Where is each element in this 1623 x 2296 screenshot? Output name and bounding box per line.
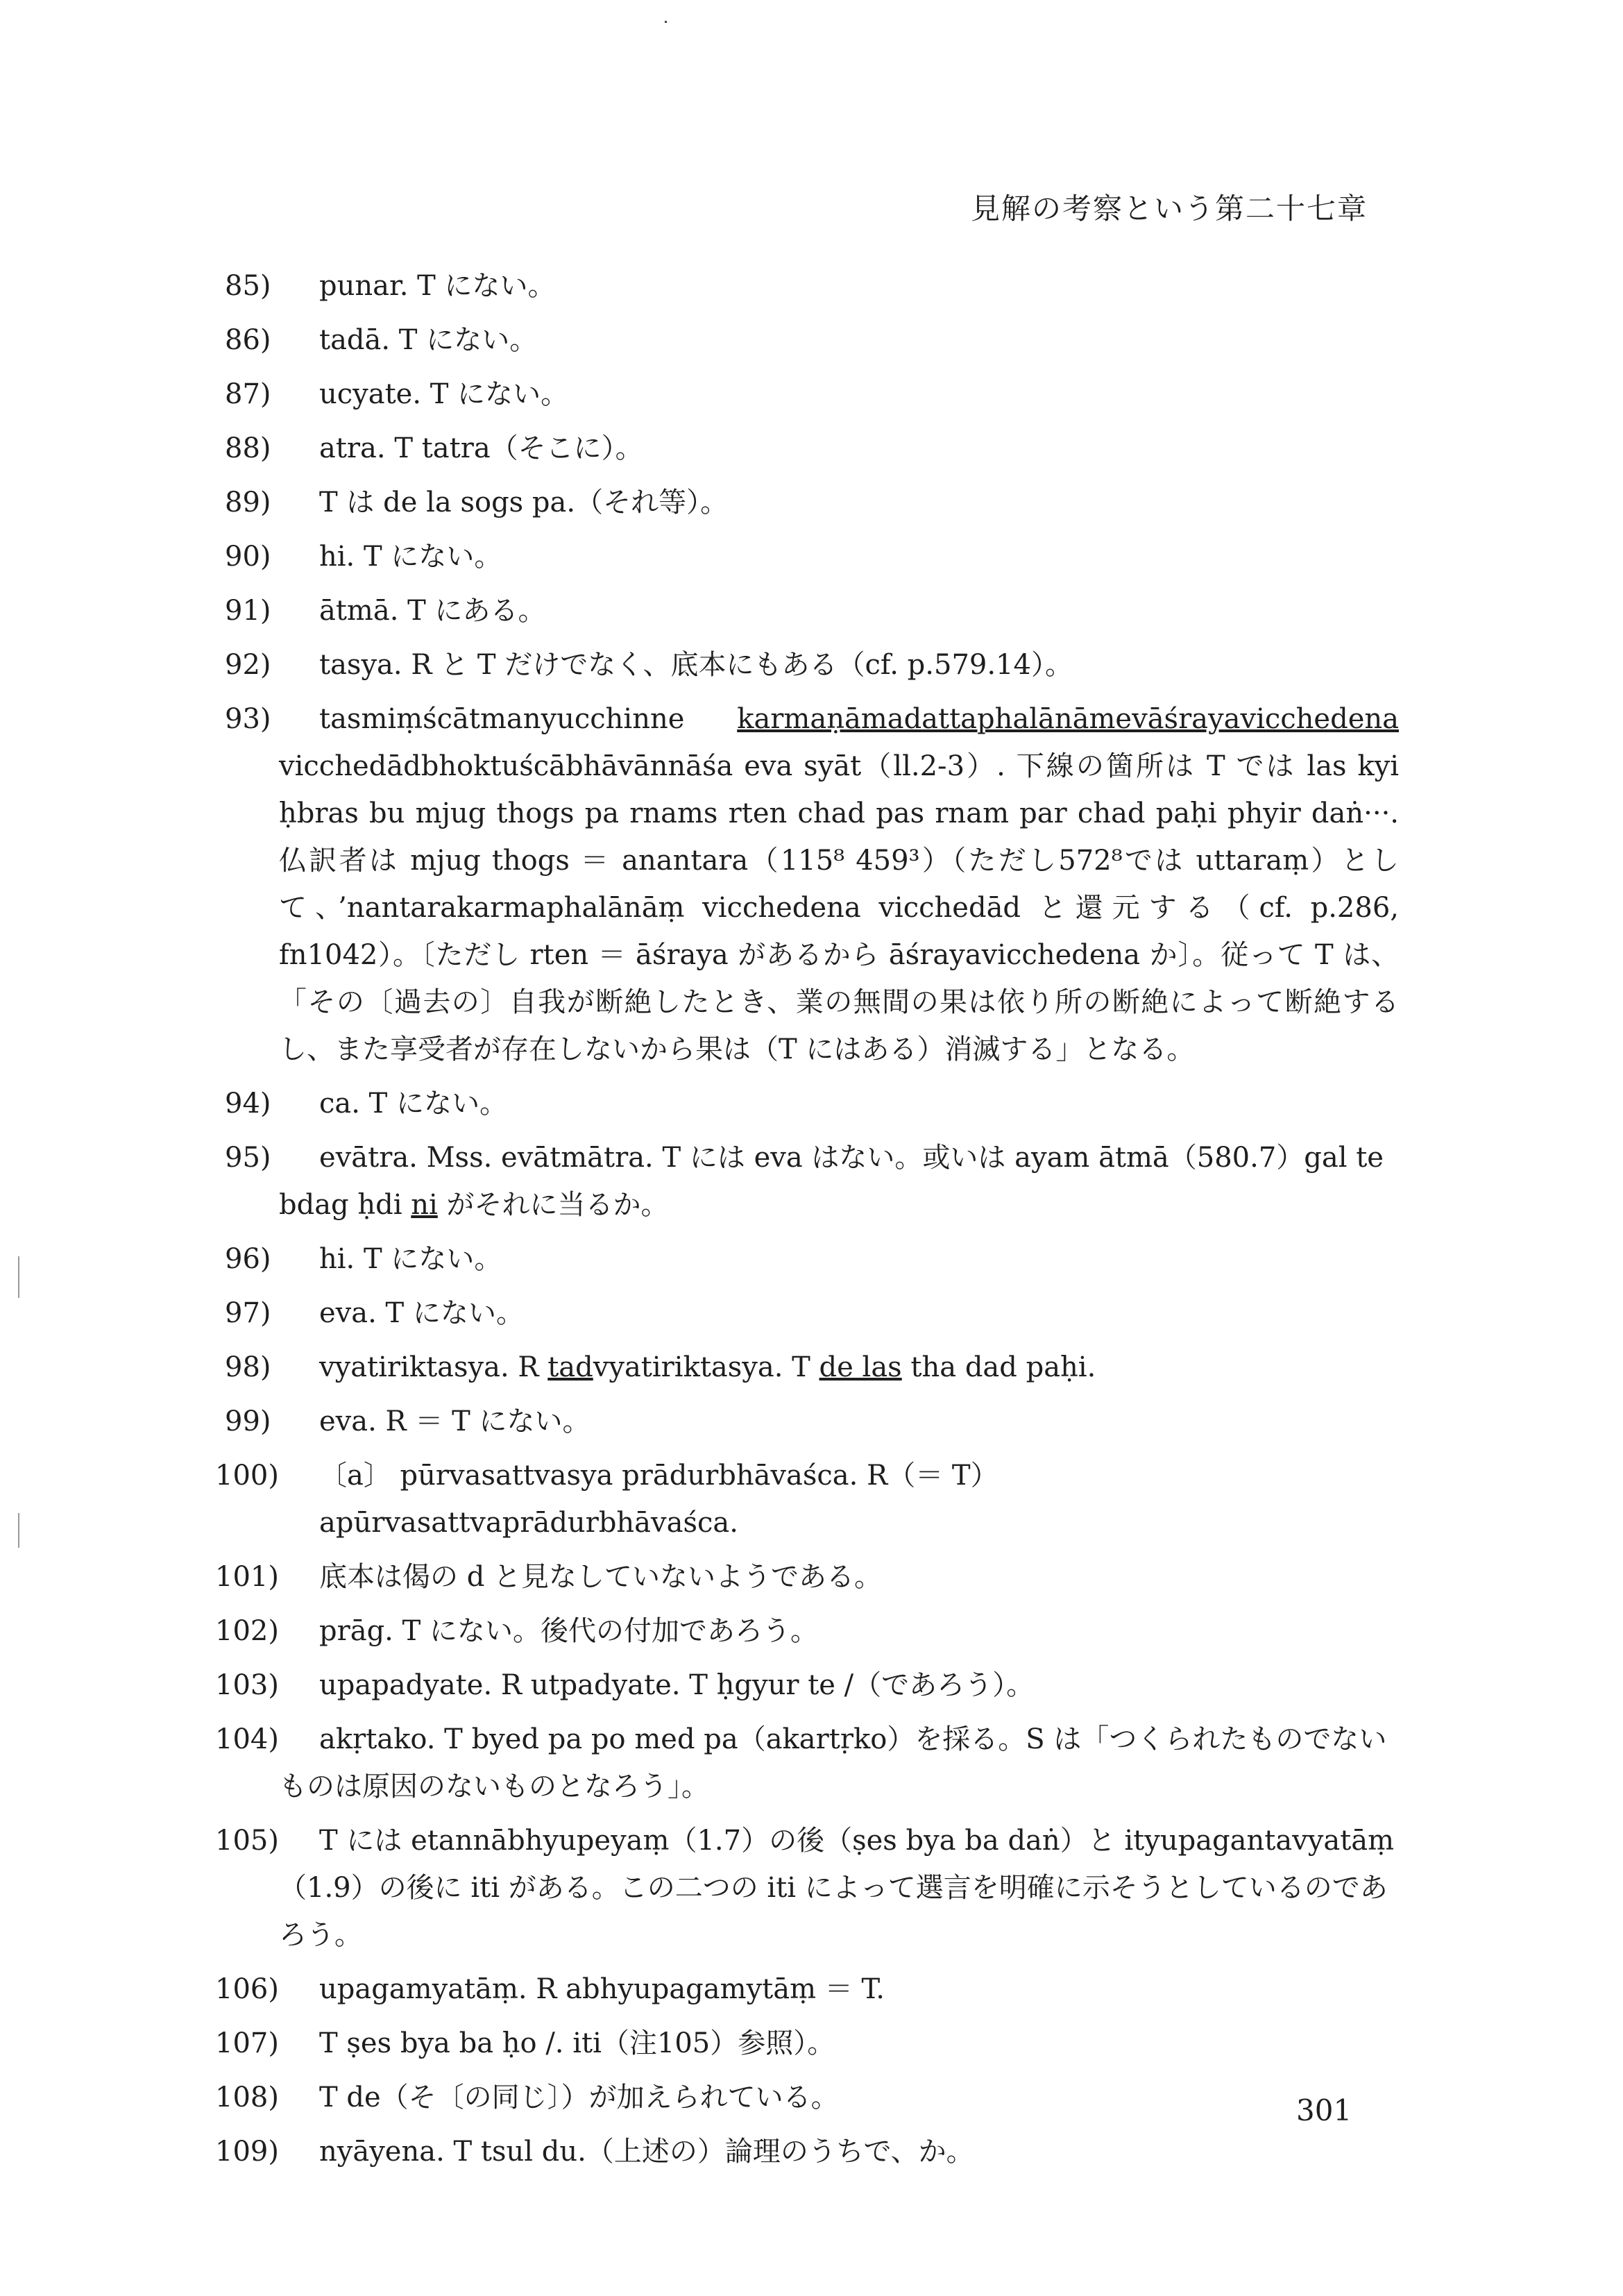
note-106 — [215, 1966, 1399, 2013]
note-95 — [225, 1134, 1399, 1229]
note-109 — [215, 2128, 1399, 2175]
note-number: 96) — [225, 1243, 271, 1275]
note-text-mid: vyatiriktasya. T — [593, 1351, 819, 1383]
note-text: ātmā. T にある。 — [319, 595, 546, 627]
note-103 — [215, 1662, 1399, 1709]
note-text-underlined-2: de las — [819, 1351, 902, 1383]
scan-mark — [18, 1256, 19, 1298]
note-98 — [225, 1344, 1399, 1391]
note-text: nyāyena. T tsul du.（上述の）論理のうちで、か。 — [319, 2136, 974, 2168]
note-93 — [225, 695, 1399, 1073]
scan-mark — [665, 21, 667, 23]
note-text: 底本は偈の d と見なしていないようである。 — [319, 1561, 883, 1593]
note-number: 105) — [215, 1825, 279, 1857]
note-text: upapadyate. R utpadyate. T ḥgyur te /（であろう）。 — [319, 1669, 1035, 1701]
note-text-pre: evātra. Mss. evātmātra. T には eva はない。或いは ayam ātmā（580.7）gal te bdag ḥdi — [279, 1142, 1384, 1221]
note-105 — [215, 1817, 1399, 1959]
note-number: 104) — [215, 1723, 279, 1755]
note-text: T は de la sogs pa.（それ等）。 — [319, 487, 729, 518]
note-text-pre: vyatiriktasya. R — [319, 1351, 548, 1383]
note-97 — [225, 1290, 1399, 1337]
note-text: punar. T にない。 — [319, 270, 556, 302]
running-header: 見解の考察という第二十七章 — [970, 192, 1368, 226]
note-number: 91) — [225, 595, 271, 627]
note-94 — [225, 1080, 1399, 1127]
note-text-pre: tasmiṃścātmanyucchinne — [319, 703, 738, 735]
page-number: 301 — [1296, 2093, 1352, 2127]
note-number: 92) — [225, 649, 271, 681]
note-92 — [225, 641, 1399, 689]
note-text: 〔a〕 pūrvasattvasya prādurbhāvaśca. R（＝ T） apūrvasattvaprādurbhāvaśca. — [319, 1460, 999, 1539]
note-number: 85) — [225, 270, 271, 302]
note-text-post: vicchedādbhoktuścābhāvānnāśa eva syāt（ll.2-3）. 下線の箇所は T では las kyi ḥbras bu mjug thogs pa rnams rten chad pas rnam par chad paḥi phyir daṅ···. 仏訳者は mjug thogs ＝ anantara（115⁸ 459³）（ただし572⁸では uttaraṃ）として、’nantarakarmaphalānāṃ vicchedena vicchedād と還元する（cf. p.286, fn1042）。〔ただし rten ＝ āśraya があるから āśrayavicchedena か〕。従って T は、「その〔過去の〕自我が断絶したとき、業の無間の果は依り所の断絶によって断絶するし、また享受者が存在しないから果は（T にはある）消滅する」となる。 — [279, 750, 1399, 1065]
note-text-underlined: tad — [547, 1351, 593, 1383]
note-108 — [215, 2074, 1399, 2121]
scan-mark — [18, 1513, 19, 1548]
note-number: 108) — [215, 2082, 279, 2113]
note-102 — [215, 1607, 1399, 1655]
footnote-list — [215, 262, 1399, 2182]
note-text: eva. T にない。 — [319, 1297, 524, 1329]
note-number: 98) — [225, 1351, 271, 1383]
note-number: 101) — [215, 1561, 279, 1593]
note-101 — [215, 1553, 1399, 1601]
note-107 — [215, 2020, 1399, 2067]
note-91 — [225, 587, 1399, 634]
note-number: 88) — [225, 432, 271, 464]
note-number: 89) — [225, 487, 271, 518]
note-104 — [215, 1716, 1399, 1810]
note-text-post: がそれに当るか。 — [437, 1189, 669, 1221]
note-88 — [225, 425, 1399, 472]
note-87 — [225, 371, 1399, 418]
note-number: 95) — [225, 1142, 271, 1174]
note-number: 106) — [215, 1973, 279, 2005]
note-89 — [225, 479, 1399, 526]
note-number: 107) — [215, 2027, 279, 2059]
note-text: akṛtako. T byed pa po med pa（akartṛko）を採る。S は「つくられたものでないものは原因のないものとなろう」。 — [279, 1723, 1387, 1803]
note-number: 99) — [225, 1406, 271, 1437]
note-text-underlined: karmaṇāmadattaphalānāmevāśrayavicchedena — [737, 703, 1399, 735]
note-text: T ṣes bya ba ḥo /. iti（注105）参照）。 — [319, 2027, 835, 2059]
note-text: atra. T tatra（そこに）。 — [319, 432, 643, 464]
note-number: 103) — [215, 1669, 279, 1701]
note-text: tasya. R と T だけでなく、底本にもある（cf. p.579.14）。 — [319, 649, 1073, 681]
note-number: 100) — [215, 1460, 279, 1492]
note-text: T には etannābhyupeyaṃ（1.7）の後（ṣes bya ba daṅ）と ityupagantavyatāṃ（1.9）の後に iti がある。この二つの iti によって選言を明確に示そうとしているのであろう。 — [279, 1825, 1395, 1951]
note-number: 87) — [225, 378, 271, 410]
note-text: upagamyatāṃ. R abhyupagamytāṃ ＝ T. — [319, 1973, 885, 2005]
note-number: 109) — [215, 2136, 279, 2168]
note-number: 102) — [215, 1615, 279, 1647]
note-number: 94) — [225, 1088, 271, 1120]
note-text: tadā. T にない。 — [319, 324, 538, 356]
note-number: 93) — [225, 703, 271, 735]
note-85 — [225, 262, 1399, 310]
note-100 — [215, 1452, 1399, 1546]
note-text: prāg. T にない。後代の付加であろう。 — [319, 1615, 819, 1647]
note-text-post: tha dad paḥi. — [901, 1351, 1096, 1383]
note-text: ucyate. T にない。 — [319, 378, 569, 410]
note-text: ca. T にない。 — [319, 1088, 508, 1120]
note-text: T de（そ〔の同じ〕）が加えられている。 — [319, 2082, 839, 2113]
note-text: hi. T にない。 — [319, 1243, 502, 1275]
note-number: 86) — [225, 324, 271, 356]
note-96 — [225, 1235, 1399, 1283]
note-number: 90) — [225, 541, 271, 573]
note-86 — [225, 316, 1399, 364]
note-text: hi. T にない。 — [319, 541, 502, 573]
note-text: eva. R ＝ T にない。 — [319, 1406, 590, 1437]
note-number: 97) — [225, 1297, 271, 1329]
note-90 — [225, 533, 1399, 580]
note-text-underlined: ni — [411, 1189, 438, 1221]
note-99 — [225, 1398, 1399, 1445]
